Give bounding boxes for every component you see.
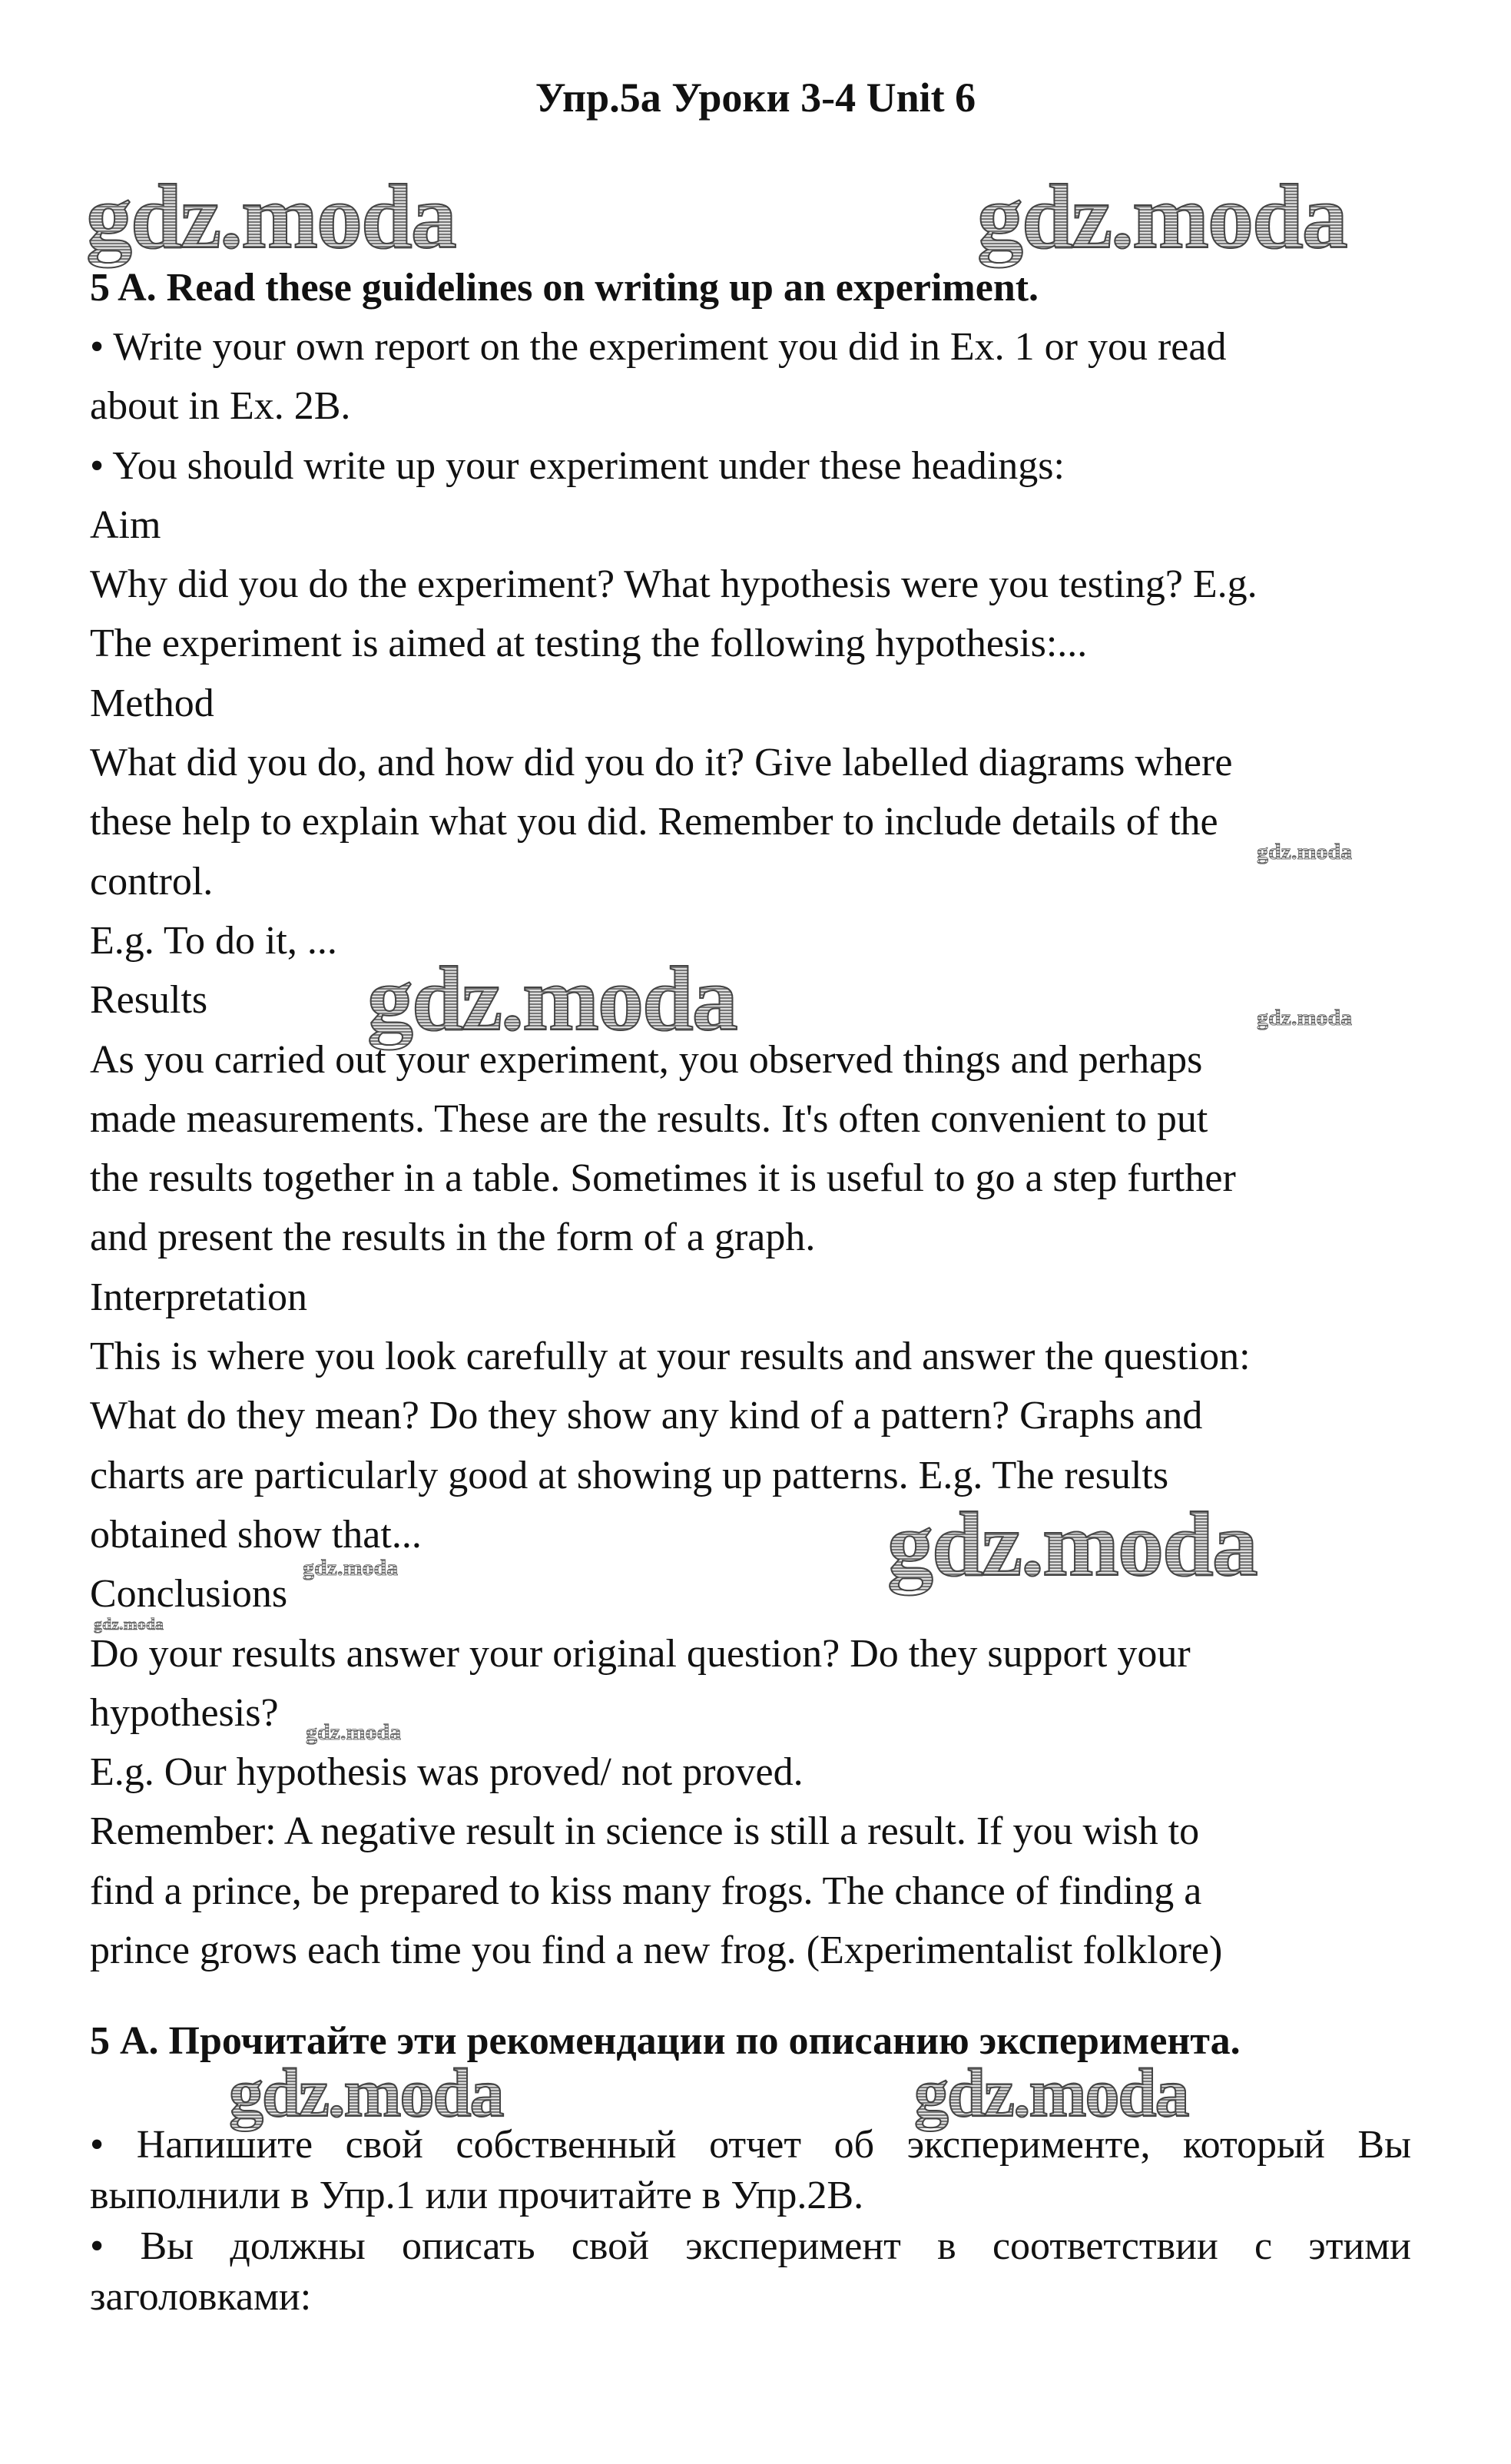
text-line: prince grows each time you find a new frog. (Experimentalist folklore) — [90, 1928, 1223, 1973]
section-label-conclusions: Conclusions — [90, 1572, 288, 1617]
text-line: What did you do, and how did you do it? Give labelled diagrams where — [90, 741, 1233, 785]
text-line: E.g. Our hypothesis was proved/ not proved. — [90, 1750, 804, 1795]
text-line: obtained show that... — [90, 1512, 422, 1557]
watermark-logo: gdz.moda — [303, 1555, 399, 1580]
russian-body — [90, 2120, 1411, 2323]
text-line: Do your results answer your original question? Do they support your — [90, 1631, 1191, 1676]
text-line: the results together in a table. Sometimes it is useful to go a step further — [90, 1156, 1236, 1201]
watermark-logo: gdz.moda — [229, 2055, 503, 2131]
watermark-logo: gdz.moda — [914, 2055, 1188, 2131]
section-label-aim: Aim — [90, 502, 161, 547]
text-line: • You should write up your experiment under these headings: — [90, 443, 1065, 488]
text-line: and present the results in the form of a graph. — [90, 1215, 816, 1260]
english-heading: 5 A. Read these guidelines on writing up an experiment. — [90, 266, 1039, 310]
english-body — [90, 317, 1411, 1980]
russian-heading: 5 А. Прочитайте эти рекомендации по описанию эксперимента. — [90, 2019, 1241, 2063]
text-line: The experiment is aimed at testing the following hypothesis:... — [90, 622, 1088, 666]
page-title: Упр.5а Уроки 3-4 Unit 6 — [535, 75, 976, 121]
text-line: • Напишите свой собственный отчет об эксперименте, который Вы — [90, 2123, 1411, 2167]
watermark-logo: gdz.moda — [1257, 839, 1353, 864]
text-line: заголовками: — [90, 2275, 312, 2319]
text-line: What do they mean? Do they show any kind of a pattern? Graphs and — [90, 1394, 1203, 1438]
watermark-logo: gdz.moda — [367, 947, 737, 1050]
text-line: control. — [90, 859, 214, 904]
section-label-results: Results — [90, 978, 208, 1023]
text-line: these help to explain what you did. Remember to include details of the — [90, 800, 1218, 844]
watermark-logo: gdz.moda — [306, 1719, 402, 1745]
section-label-interpretation: Interpretation — [90, 1275, 307, 1319]
text-line: • Вы должны описать свой эксперимент в соответствии с этими — [90, 2224, 1411, 2268]
watermark-logo: gdz.moda — [977, 165, 1347, 267]
watermark-logo: gdz.moda — [86, 165, 456, 267]
text-line: As you carried out your experiment, you observed things and perhaps — [90, 1037, 1203, 1082]
text-line: E.g. To do it, ... — [90, 918, 337, 963]
text-line: charts are particularly good at showing up patterns. E.g. The results — [90, 1453, 1169, 1497]
watermark-logo: gdz.moda — [94, 1614, 164, 1633]
text-line: Why did you do the experiment? What hypothesis were you testing? E.g. — [90, 562, 1258, 607]
section-label-method: Method — [90, 681, 214, 725]
text-line: hypothesis? — [90, 1690, 279, 1735]
text-line: find a prince, be prepared to kiss many frogs. The chance of finding a — [90, 1869, 1202, 1913]
watermark-logo: gdz.moda — [887, 1493, 1257, 1595]
text-line: made measurements. These are the results. It's often convenient to put — [90, 1096, 1208, 1141]
text-line: about in Ex. 2B. — [90, 384, 351, 429]
text-line: • Write your own report on the experiment you did in Ex. 1 or you read — [90, 325, 1227, 369]
text-line: This is where you look carefully at your results and answer the question: — [90, 1335, 1251, 1379]
text-line: выполнили в Упр.1 или прочитайте в Упр.2В. — [90, 2174, 864, 2217]
text-line: Remember: A negative result in science is still a result. If you wish to — [90, 1809, 1200, 1854]
watermark-logo: gdz.moda — [1257, 1005, 1353, 1030]
